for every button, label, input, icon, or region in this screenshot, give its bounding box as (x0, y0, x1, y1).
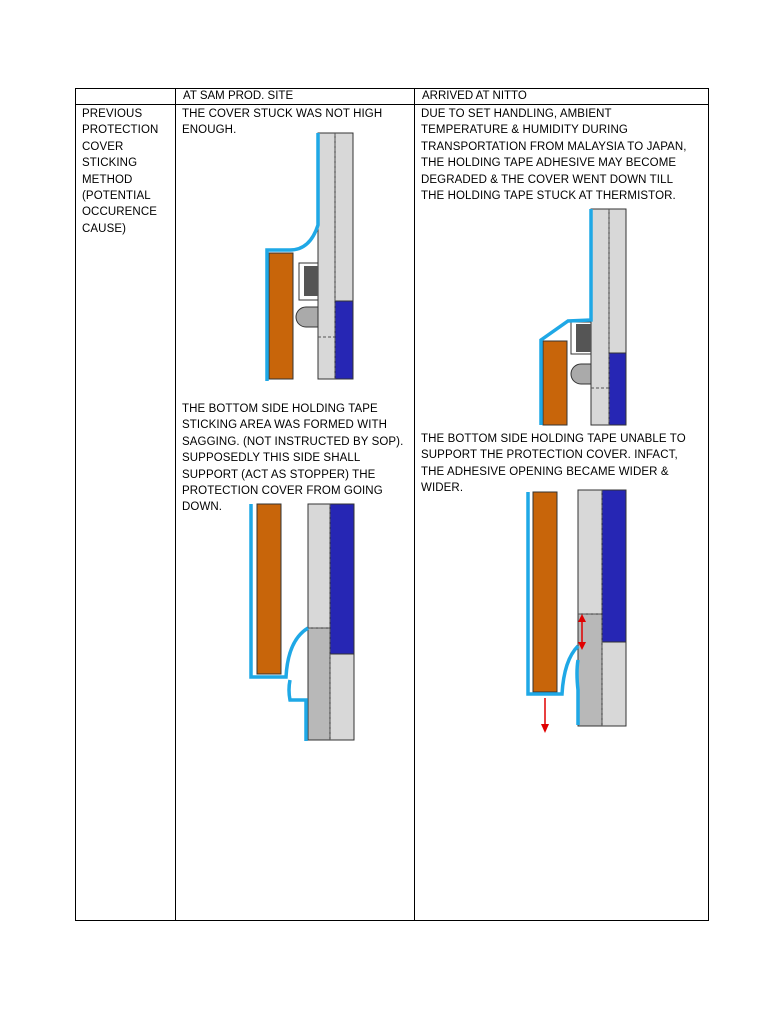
holding-tape (609, 353, 626, 425)
panel-left (308, 504, 330, 628)
holding-tape (330, 504, 354, 654)
pcb-board (533, 492, 557, 692)
thermistor (304, 266, 318, 296)
arrow-down-icon (541, 724, 549, 733)
panel-right (609, 209, 626, 353)
sam-bottom-text: THE BOTTOM SIDE HOLDING TAPE STICKING AREA WAS FORMED WITH SAGGING. (NOT INSTRUCTED BY SOP). SUPPOSEDLY THIS SIDE SHALL SUPPORT (ACT AS STOPPER) THE PROTECTION COVER FROM GOING DOWN. (182, 403, 404, 514)
sam-bottom-diagram (251, 504, 354, 741)
header-sam-label: AT SAM PROD. SITE (183, 90, 294, 102)
holding-tape (335, 301, 353, 379)
sam-top-text: THE COVER STUCK WAS NOT HIGH ENOUGH. (182, 108, 383, 137)
panel-lower-light (330, 654, 354, 740)
holding-tape-sag (289, 680, 306, 741)
panel-left (591, 209, 609, 425)
holding-tape-gap (577, 660, 578, 725)
sensor-bulb (571, 364, 591, 384)
panel-right (335, 133, 353, 301)
panel-left (578, 490, 602, 614)
pcb-board (269, 253, 293, 379)
panel-lower-light (602, 642, 626, 726)
thermistor (576, 324, 591, 352)
pcb-board (257, 504, 281, 674)
nitto-bottom-diagram (528, 490, 626, 733)
panel-left (318, 133, 335, 379)
nitto-top-diagram (541, 209, 626, 425)
sam-top-diagram (267, 133, 353, 381)
pcb-board (543, 341, 567, 425)
panel-lower-dark (308, 628, 330, 740)
header-nitto-label: ARRIVED AT NITTO (422, 90, 527, 102)
row-label: PREVIOUS PROTECTION COVER STICKING METHOD (POTENTIAL OCCURENCE CAUSE) (82, 108, 159, 235)
sensor-bulb (296, 307, 318, 327)
nitto-top-text: DUE TO SET HANDLING, AMBIENT TEMPERATURE & HUMIDITY DURING TRANSPORTATION FROM MALAYSIA TO JAPAN, THE HOLDING TAPE ADHESIVE MAY BECOME DEGRADED & THE COVER WENT DOWN TILL THE HOLDING TAPE STUCK AT THERMISTOR. (421, 108, 687, 203)
holding-tape (602, 490, 626, 642)
nitto-bottom-text: THE BOTTOM SIDE HOLDING TAPE UNABLE TO SUPPORT THE PROTECTION COVER. INFACT, THE ADHESIVE OPENING BECAME WIDER & WIDER. (421, 433, 686, 495)
